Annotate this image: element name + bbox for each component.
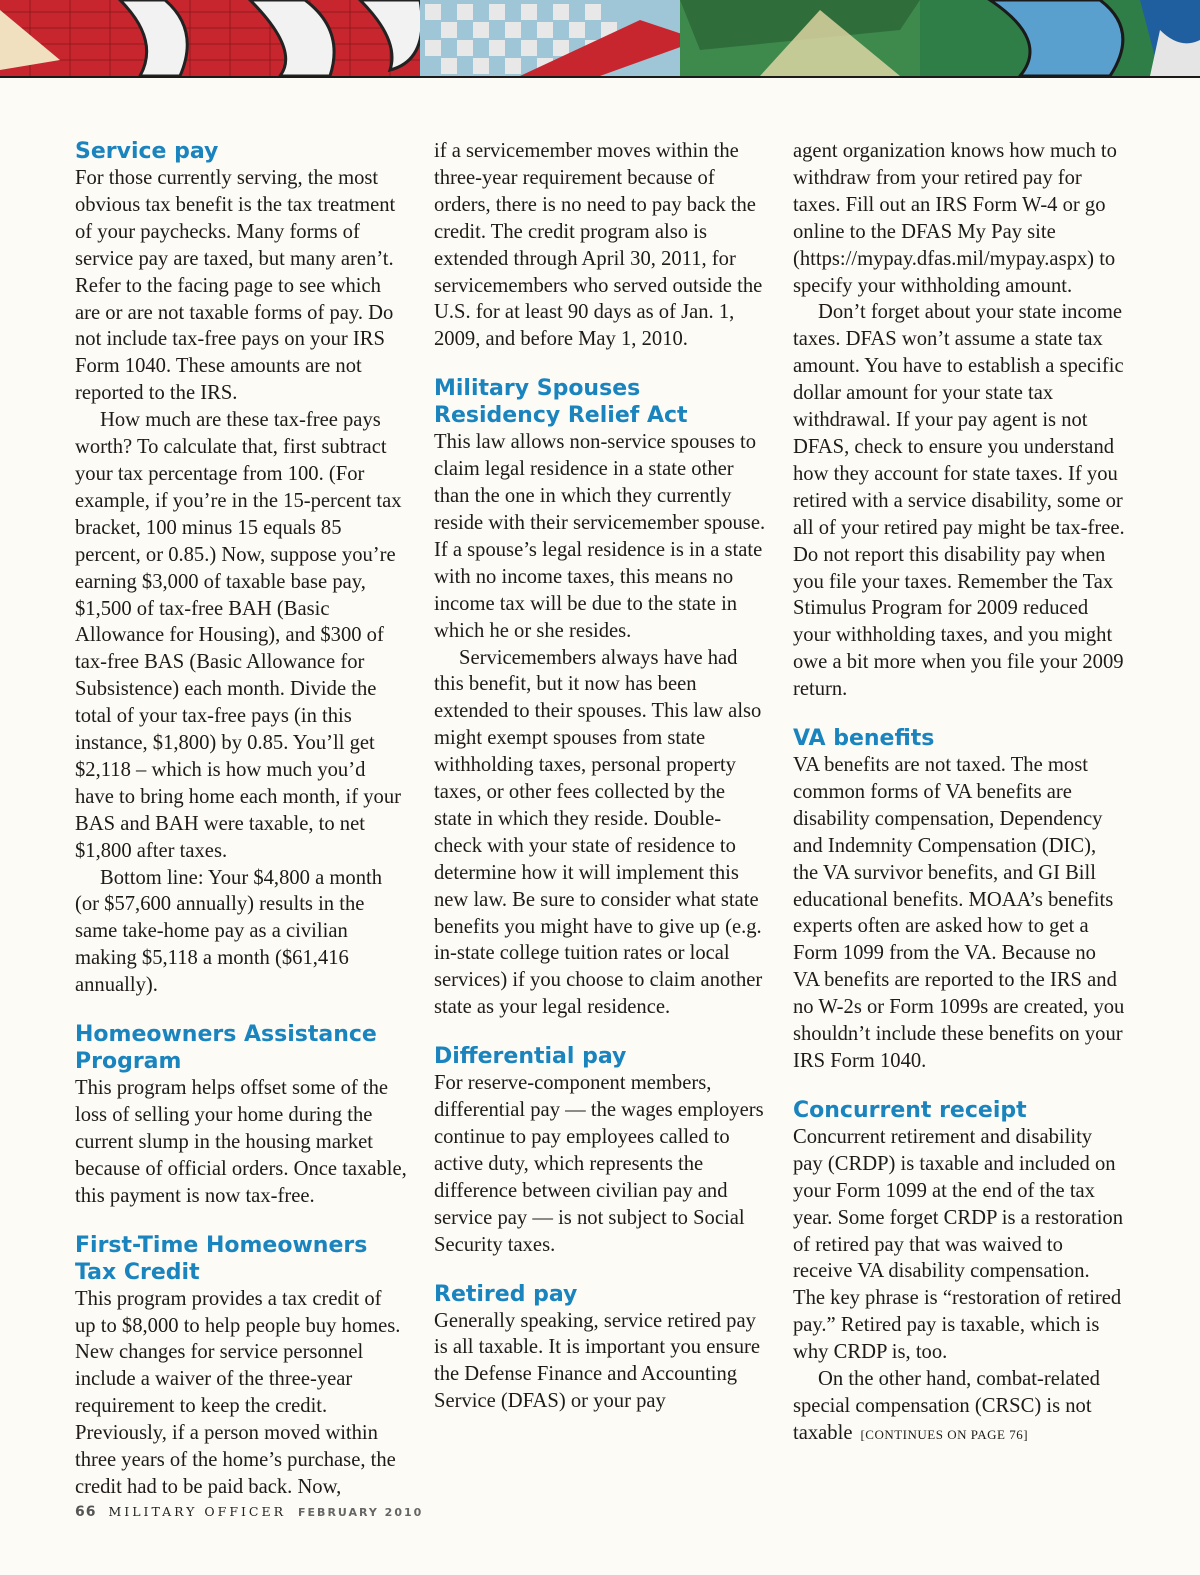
page-number: 66 <box>75 1504 97 1520</box>
magazine-name: MILITARY OFFICER <box>108 1504 287 1519</box>
paragraph: This program provides a tax credit of up to $8,000 to help people buy homes. New changes for service personnel include a waiver of the three-year requirement to keep the credit. Previously, if a person moved within three years of the home’s purchase, the credit had to be paid back. Now, <box>75 1287 401 1498</box>
column-1 <box>75 138 407 1498</box>
paragraph: Generally speaking, service retired pay is all taxable. It is important you ensure the Defense Finance and Accounting Service (DFAS) or your pay <box>434 1309 760 1413</box>
paragraph: Servicemembers always have had this benefit, but it now has been extended to their spouses. This law also might exempt spouses from state withholding taxes, personal property taxes, or other fees collected by the state in which they reside. Double-check with your state of residence to determine how it will implement this new law. Be sure to consider what state benefits you might have to give up (e.g. in-state college tuition rates or local services) if you choose to claim another state as your legal residence. <box>434 646 763 1019</box>
paragraph: Don’t forget about your state income taxes. DFAS won’t assume a state tax amount. You have to establish a specific dollar amount for your state tax withdrawal. If your pay agent is not DFAS, check to ensure you understand how they account for state taxes. If you retired with a service disability, some or all of your retired pay might be tax-free. Do not report this disability pay when you file your taxes. Remember the Tax Stimulus Program for 2009 reduced your withholding taxes, and you might owe a bit more when you file your 2009 return. <box>793 301 1125 701</box>
header-illustration <box>0 0 1200 78</box>
heading-differential-pay: Differential pay <box>434 1044 627 1070</box>
heading-concurrent-receipt: Concurrent receipt <box>793 1097 1027 1123</box>
paragraph-text: On the other hand, combat-related special compensation (CRSC) is not taxable <box>793 1368 1100 1444</box>
paragraph: agent organization knows how much to withdraw from your retired pay for taxes. Fill out an IRS Form W-4 or go online to the DFAS My Pay site (https://mypay.dfas.mil/mypay.aspx) to specify your withholding amount. <box>793 140 1117 297</box>
paragraph: For reserve-component members, differential pay — the wages employers continue to pay employees called to active duty, which represents the difference between civilian pay and service pay — is not subject to Social Security taxes. <box>434 1072 764 1256</box>
issue-date: FEBRUARY 2010 <box>298 1506 424 1519</box>
paragraph: This law allows non-service spouses to claim legal residence in a state other than the one in which they currently reside with their servicemember spouse. If a spouse’s legal residence is in a state with no income taxes, this means no income tax will be due to the state in which he or she resides. <box>434 431 766 642</box>
column-2 <box>434 138 766 1498</box>
page-footer <box>75 1504 423 1524</box>
heading-va-benefits: VA benefits <box>793 726 935 752</box>
paragraph: For those currently serving, the most obvious tax benefit is the tax treatment of your paychecks. Many forms of service pay are taxed, but many aren’t. Refer to the facing page to see which are or are not taxable forms of pay. Do not include tax-free pays on your IRS Form 1040. These amounts are not reported to the IRS. <box>75 167 396 405</box>
column-3 <box>793 138 1125 1498</box>
heading-homeowners-assistance: Homeowners Assistance Program <box>75 1022 377 1075</box>
heading-first-time-homeowners: First-Time Homeowners Tax Credit <box>75 1232 368 1285</box>
illustration-art <box>0 0 1200 76</box>
continues-note: [CONTINUES ON PAGE 76] <box>860 1426 1029 1442</box>
heading-service-pay: Service pay <box>75 139 219 164</box>
paragraph: Bottom line: Your $4,800 a month (or $57,600 annually) results in the same take-home pay as a civilian making $5,118 a month ($61,416 annually). <box>75 866 383 997</box>
heading-military-spouses: Military Spouses Residency Relief Act <box>434 376 688 429</box>
article-body <box>75 138 1125 1498</box>
heading-retired-pay: Retired pay <box>434 1281 578 1307</box>
paragraph-last <box>793 1366 1125 1449</box>
paragraph: This program helps offset some of the loss of selling your home during the current slump in the housing market because of official orders. Once taxable, this payment is now tax-free. <box>75 1077 407 1207</box>
paragraph: Concurrent retirement and disability pay (CRDP) is taxable and included on your Form 1099 at the end of the tax year. Some forget CRDP is a restoration of retired pay that was waived to receive VA disability compensation. The key phrase is “restoration of retired pay.” Retired pay is taxable, which is why CRDP is, too. <box>793 1125 1124 1364</box>
paragraph: How much are these tax-free pays worth? To calculate that, first subtract your tax percentage from 100. (For example, if you’re in the 15-percent tax bracket, 100 minus 15 equals 85 percent, or 0.85.) Now, suppose you’re earning $3,000 of taxable base pay, $1,500 of tax-free BAH (Basic Allowance for Housing), and $300 of tax-free BAS (Basic Allowance for Subsistence) each month. Divide the total of your tax-free pays (in this instance, $1,800) by 0.85. You’ll get $2,118 – which is how much you’d have to bring home each month, if your BAS and BAH were taxable, to net $1,800 after taxes. <box>75 409 402 862</box>
paragraph: VA benefits are not taxed. The most common forms of VA benefits are disability compensation, Dependency and Indemnity Compensation (DIC), the VA survivor benefits, and GI Bill educational benefits. MOAA’s benefits experts often are asked how to get a Form 1099 from the VA. Because no VA benefits are reported to the IRS and no W-2s or Form 1099s are created, you shouldn’t include these benefits on your IRS Form 1040. <box>793 754 1125 1072</box>
paragraph: if a servicemember moves within the three-year requirement because of orders, there is no need to pay back the credit. The credit program also is extended through April 30, 2011, for servicemembers who served outside the U.S. for at least 90 days as of Jan. 1, 2009, and before May 1, 2010. <box>434 140 763 351</box>
